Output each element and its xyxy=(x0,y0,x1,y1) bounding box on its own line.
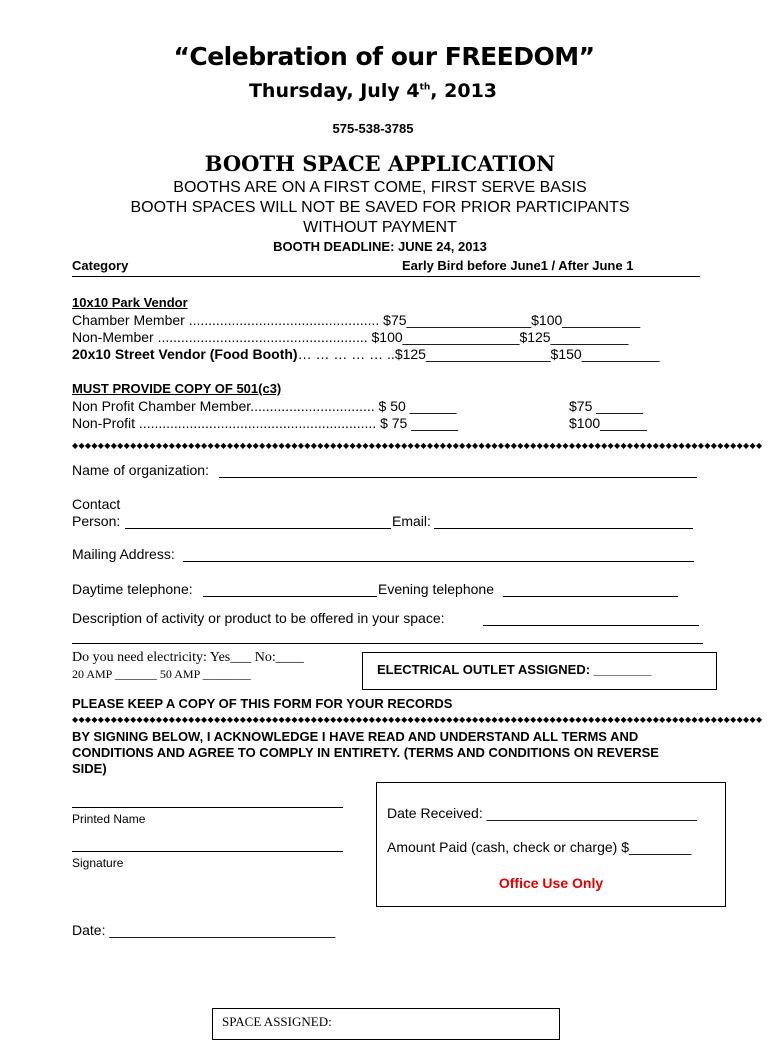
ack-line-2: CONDITIONS AND AGREE TO COMPLY IN ENTIRETY. (TERMS AND CONDITIONS ON REVERSE xyxy=(72,745,659,760)
event-title: “Celebration of our FREEDOM” xyxy=(173,42,595,71)
price-row-street-vendor: 20x10 Street Vendor (Food Booth)… … … … … ..$125________________$150__________ xyxy=(72,346,660,362)
email-label: Email: xyxy=(392,513,431,529)
date-superscript: th xyxy=(419,82,431,93)
description-label: Description of activity or product to be offered in your space: xyxy=(72,610,445,626)
contact-label: Contact xyxy=(72,496,121,512)
eve-phone-input[interactable] xyxy=(503,596,678,597)
person-label: Person: xyxy=(72,513,121,529)
description-input-2[interactable] xyxy=(72,643,703,644)
day-phone-label: Daytime telephone: xyxy=(72,581,193,597)
signature-input[interactable] xyxy=(72,851,343,852)
application-title: BOOTH SPACE APPLICATION xyxy=(204,151,556,176)
electrical-outlet-box xyxy=(362,652,717,690)
notice-first-come: BOOTHS ARE ON A FIRST COME, FIRST SERVE BASIS xyxy=(173,179,587,196)
date-received: Date Received: ___________________________ xyxy=(387,805,697,821)
office-use-box xyxy=(376,782,726,907)
signature-label: Signature xyxy=(72,856,124,870)
notice-not-saved: BOOTH SPACES WILL NOT BE SAVED FOR PRIOR PARTICIPANTS xyxy=(130,199,630,216)
org-label: Name of organization: xyxy=(72,462,209,478)
ack-line-3: SIDE) xyxy=(72,761,107,776)
contact-phone: 575-538-3785 xyxy=(332,121,414,136)
eve-phone-label: Evening telephone xyxy=(378,581,494,597)
mailing-input[interactable] xyxy=(183,561,694,562)
electricity-question: Do you need electricity: Yes___ No:____ xyxy=(72,650,304,665)
price-row-chamber: Chamber Member ................................................. $75________________$100__________ xyxy=(72,312,641,328)
email-input[interactable] xyxy=(434,528,693,529)
park-vendor-heading: 10x10 Park Vendor xyxy=(72,295,188,310)
outlet-assigned-label: ELECTRICAL OUTLET ASSIGNED: ________ xyxy=(377,662,652,677)
price-row-nonprofit-chamber: Non Profit Chamber Member................................ $ 50 ______ xyxy=(72,398,457,414)
diamond-divider-2: ◆◆◆◆◆◆◆◆◆◆◆◆◆◆◆◆◆◆◆◆◆◆◆◆◆◆◆◆◆◆◆◆◆◆◆◆◆◆◆◆◆◆◆◆◆◆◆◆◆◆◆◆◆◆◆◆◆◆◆◆◆◆◆◆◆◆◆◆◆◆◆◆◆◆◆◆◆◆◆◆◆◆◆◆◆◆◆◆◆◆◆◆◆◆◆◆◆◆◆◆◆◆◆◆◆◆◆ xyxy=(72,715,763,724)
nonprofit-heading: MUST PROVIDE COPY OF 501(c3) xyxy=(72,381,282,396)
price-header: Early Bird before June1 / After June 1 xyxy=(402,258,634,273)
price-row-nonprofit-chamber-after: $75 ______ xyxy=(569,398,643,414)
amount-paid: Amount Paid (cash, check or charge) $________ xyxy=(387,839,692,855)
keep-copy-notice: PLEASE KEEP A COPY OF THIS FORM FOR YOUR RECORDS xyxy=(72,696,453,711)
price-row-nonmember: Non-Member ...................................................... $100_______________$125__________ xyxy=(72,329,629,345)
contact-person-input[interactable] xyxy=(125,528,391,529)
price-row-nonprofit: Non-Profit ............................................................. $ 75 ______ xyxy=(72,415,458,431)
notice-payment: WITHOUT PAYMENT xyxy=(303,219,457,236)
description-input-1[interactable] xyxy=(483,625,699,626)
header-rule xyxy=(72,276,700,277)
date-field[interactable]: Date: _____________________________ xyxy=(72,922,336,938)
ack-line-1: BY SIGNING BELOW, I ACKNOWLEDGE I HAVE READ AND UNDERSTAND ALL TERMS AND xyxy=(72,729,639,744)
event-date: Thursday, July 4th, 2013 xyxy=(248,80,498,102)
category-header: Category xyxy=(72,258,129,273)
space-assigned-box xyxy=(212,1008,560,1040)
printed-name-input[interactable] xyxy=(72,807,343,808)
space-assigned-label: SPACE ASSIGNED: xyxy=(222,1014,332,1029)
amp-options: 20 AMP _______ 50 AMP ________ xyxy=(72,667,251,681)
booth-deadline: BOOTH DEADLINE: JUNE 24, 2013 xyxy=(273,239,487,254)
mailing-label: Mailing Address: xyxy=(72,546,175,562)
price-row-nonprofit-after: $100______ xyxy=(569,415,647,431)
printed-name-label: Printed Name xyxy=(72,812,146,826)
office-use-only: Office Use Only xyxy=(498,875,604,891)
diamond-divider: ◆◆◆◆◆◆◆◆◆◆◆◆◆◆◆◆◆◆◆◆◆◆◆◆◆◆◆◆◆◆◆◆◆◆◆◆◆◆◆◆◆◆◆◆◆◆◆◆◆◆◆◆◆◆◆◆◆◆◆◆◆◆◆◆◆◆◆◆◆◆◆◆◆◆◆◆◆◆◆◆◆◆◆◆◆◆◆◆◆◆◆◆◆◆◆◆◆◆◆◆◆◆◆◆◆◆◆ xyxy=(72,441,763,450)
day-phone-input[interactable] xyxy=(203,596,377,597)
org-input[interactable] xyxy=(219,477,697,478)
